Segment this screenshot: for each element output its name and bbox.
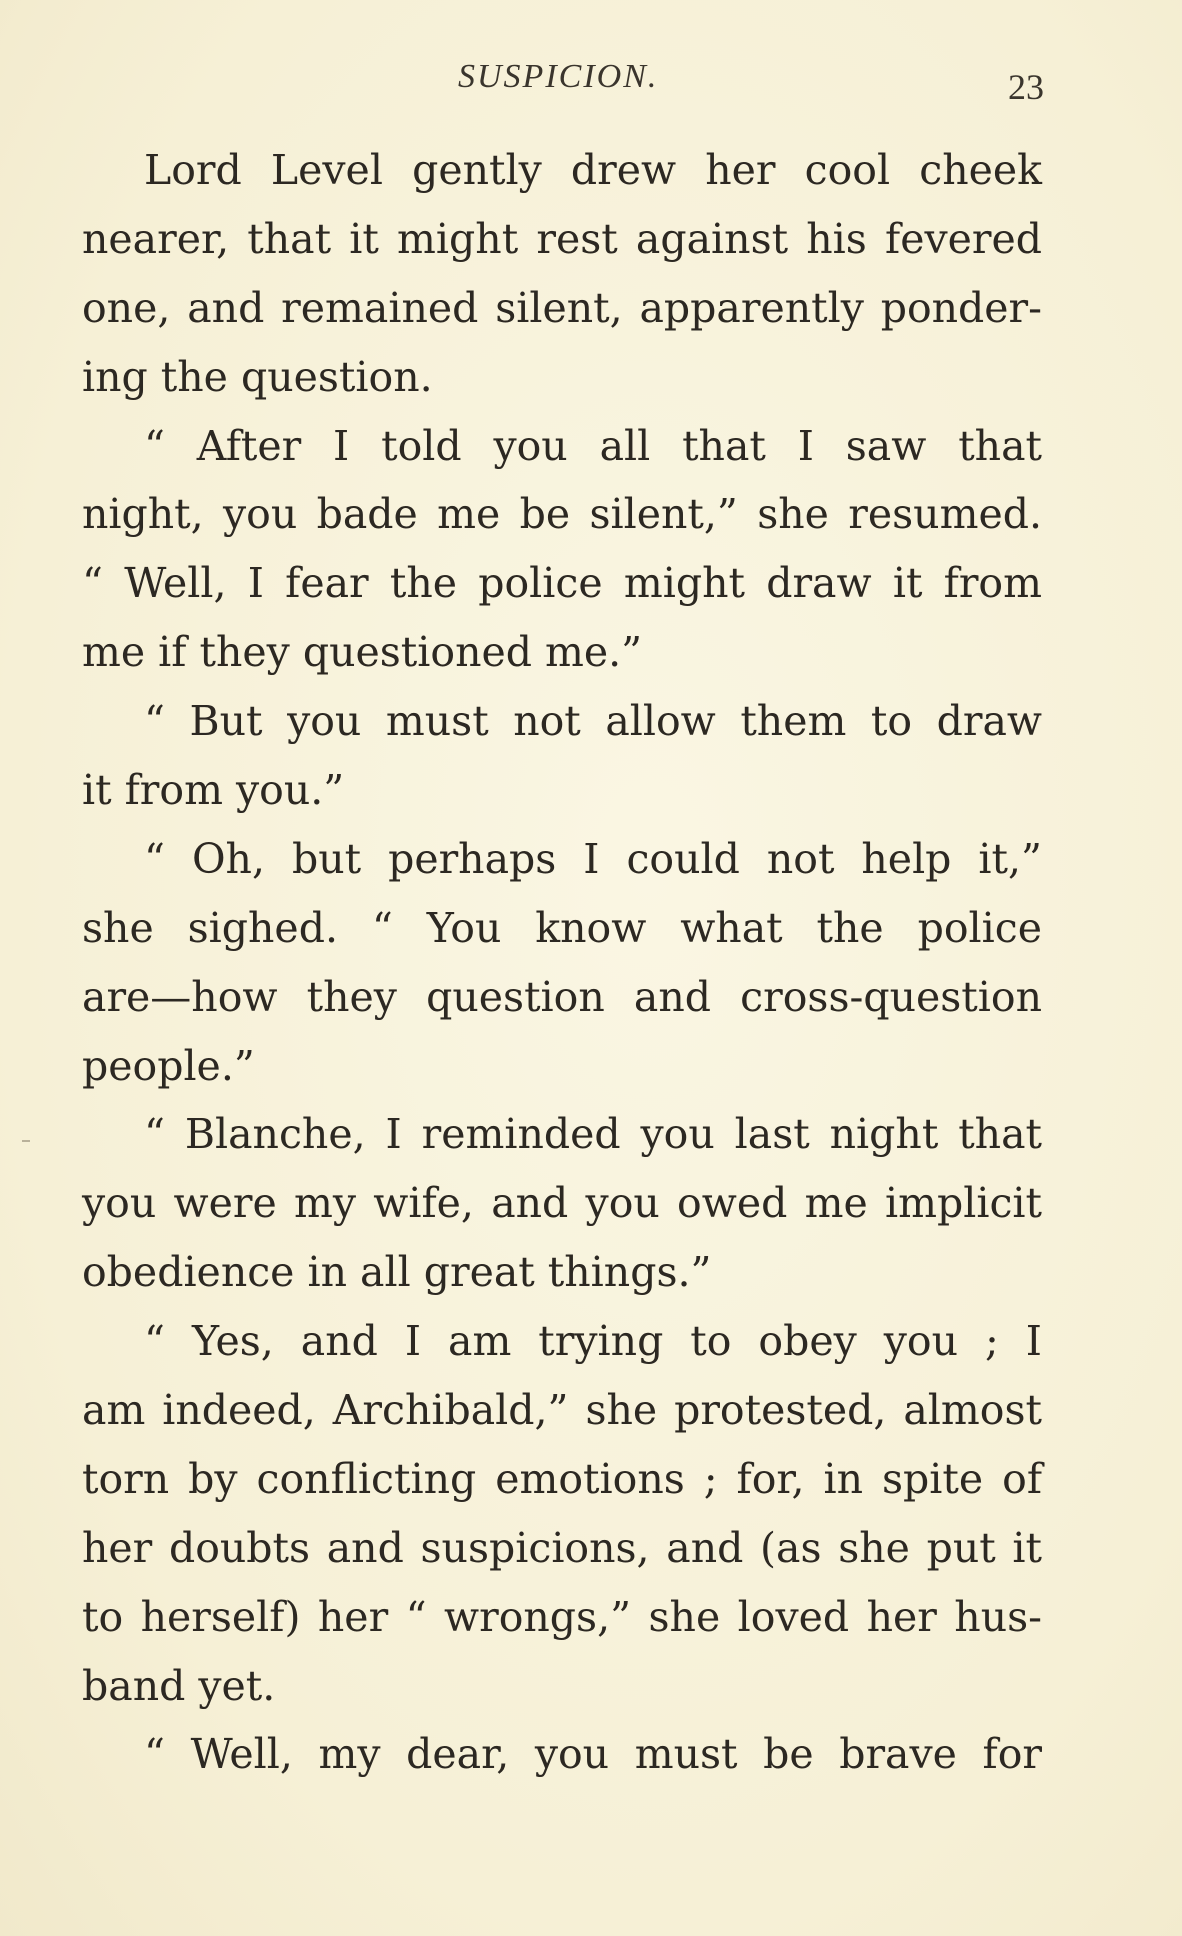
text-line: she sighed. “ You know what the police bbox=[82, 903, 1042, 952]
text-line: “ Oh, but perhaps I could not help it,” bbox=[144, 834, 1042, 883]
text-line: torn by conflicting emotions ; for, in spite of bbox=[82, 1454, 1042, 1503]
text-line: her doubts and suspicions, and (as she put it bbox=[82, 1523, 1042, 1572]
text-line: it from you.” bbox=[82, 766, 345, 815]
text-line: people.” bbox=[82, 1041, 255, 1090]
text-line: you were my wife, and you owed me implicit bbox=[82, 1179, 1042, 1228]
text-line: are—how they question and cross-question bbox=[82, 972, 1042, 1021]
body-text bbox=[82, 136, 1042, 1789]
margin-mark bbox=[22, 1140, 30, 1142]
page-number: 23 bbox=[1008, 67, 1044, 107]
text-line: “ Well, I fear the police might draw it from bbox=[82, 559, 1042, 608]
text-line: band yet. bbox=[82, 1661, 276, 1710]
text-line: ing the question. bbox=[82, 352, 433, 401]
text-line: am indeed, Archibald,” she protested, almost bbox=[82, 1386, 1042, 1435]
text-line: “ Blanche, I reminded you last night that bbox=[144, 1110, 1042, 1159]
text-line: obedience in all great things.” bbox=[82, 1248, 712, 1297]
running-title: SUSPICION. bbox=[458, 58, 659, 95]
text-line: “ Yes, and I am trying to obey you ; I bbox=[144, 1317, 1042, 1366]
text-line: nearer, that it might rest against his fevered bbox=[82, 214, 1042, 263]
text-line: Lord Level gently drew her cool cheek bbox=[144, 146, 1042, 194]
text-line: to herself) her “ wrongs,” she loved her hus- bbox=[82, 1592, 1042, 1641]
text-line: “ But you must not allow them to draw bbox=[144, 697, 1042, 746]
running-head bbox=[0, 58, 1182, 108]
text-line: “ After I told you all that I saw that bbox=[144, 421, 1042, 470]
text-line: one, and remained silent, apparently ponder- bbox=[82, 283, 1042, 332]
text-line: me if they questioned me.” bbox=[82, 628, 643, 677]
text-line: “ Well, my dear, you must be brave for bbox=[144, 1730, 1042, 1779]
text-line: night, you bade me be silent,” she resumed. bbox=[82, 490, 1042, 539]
